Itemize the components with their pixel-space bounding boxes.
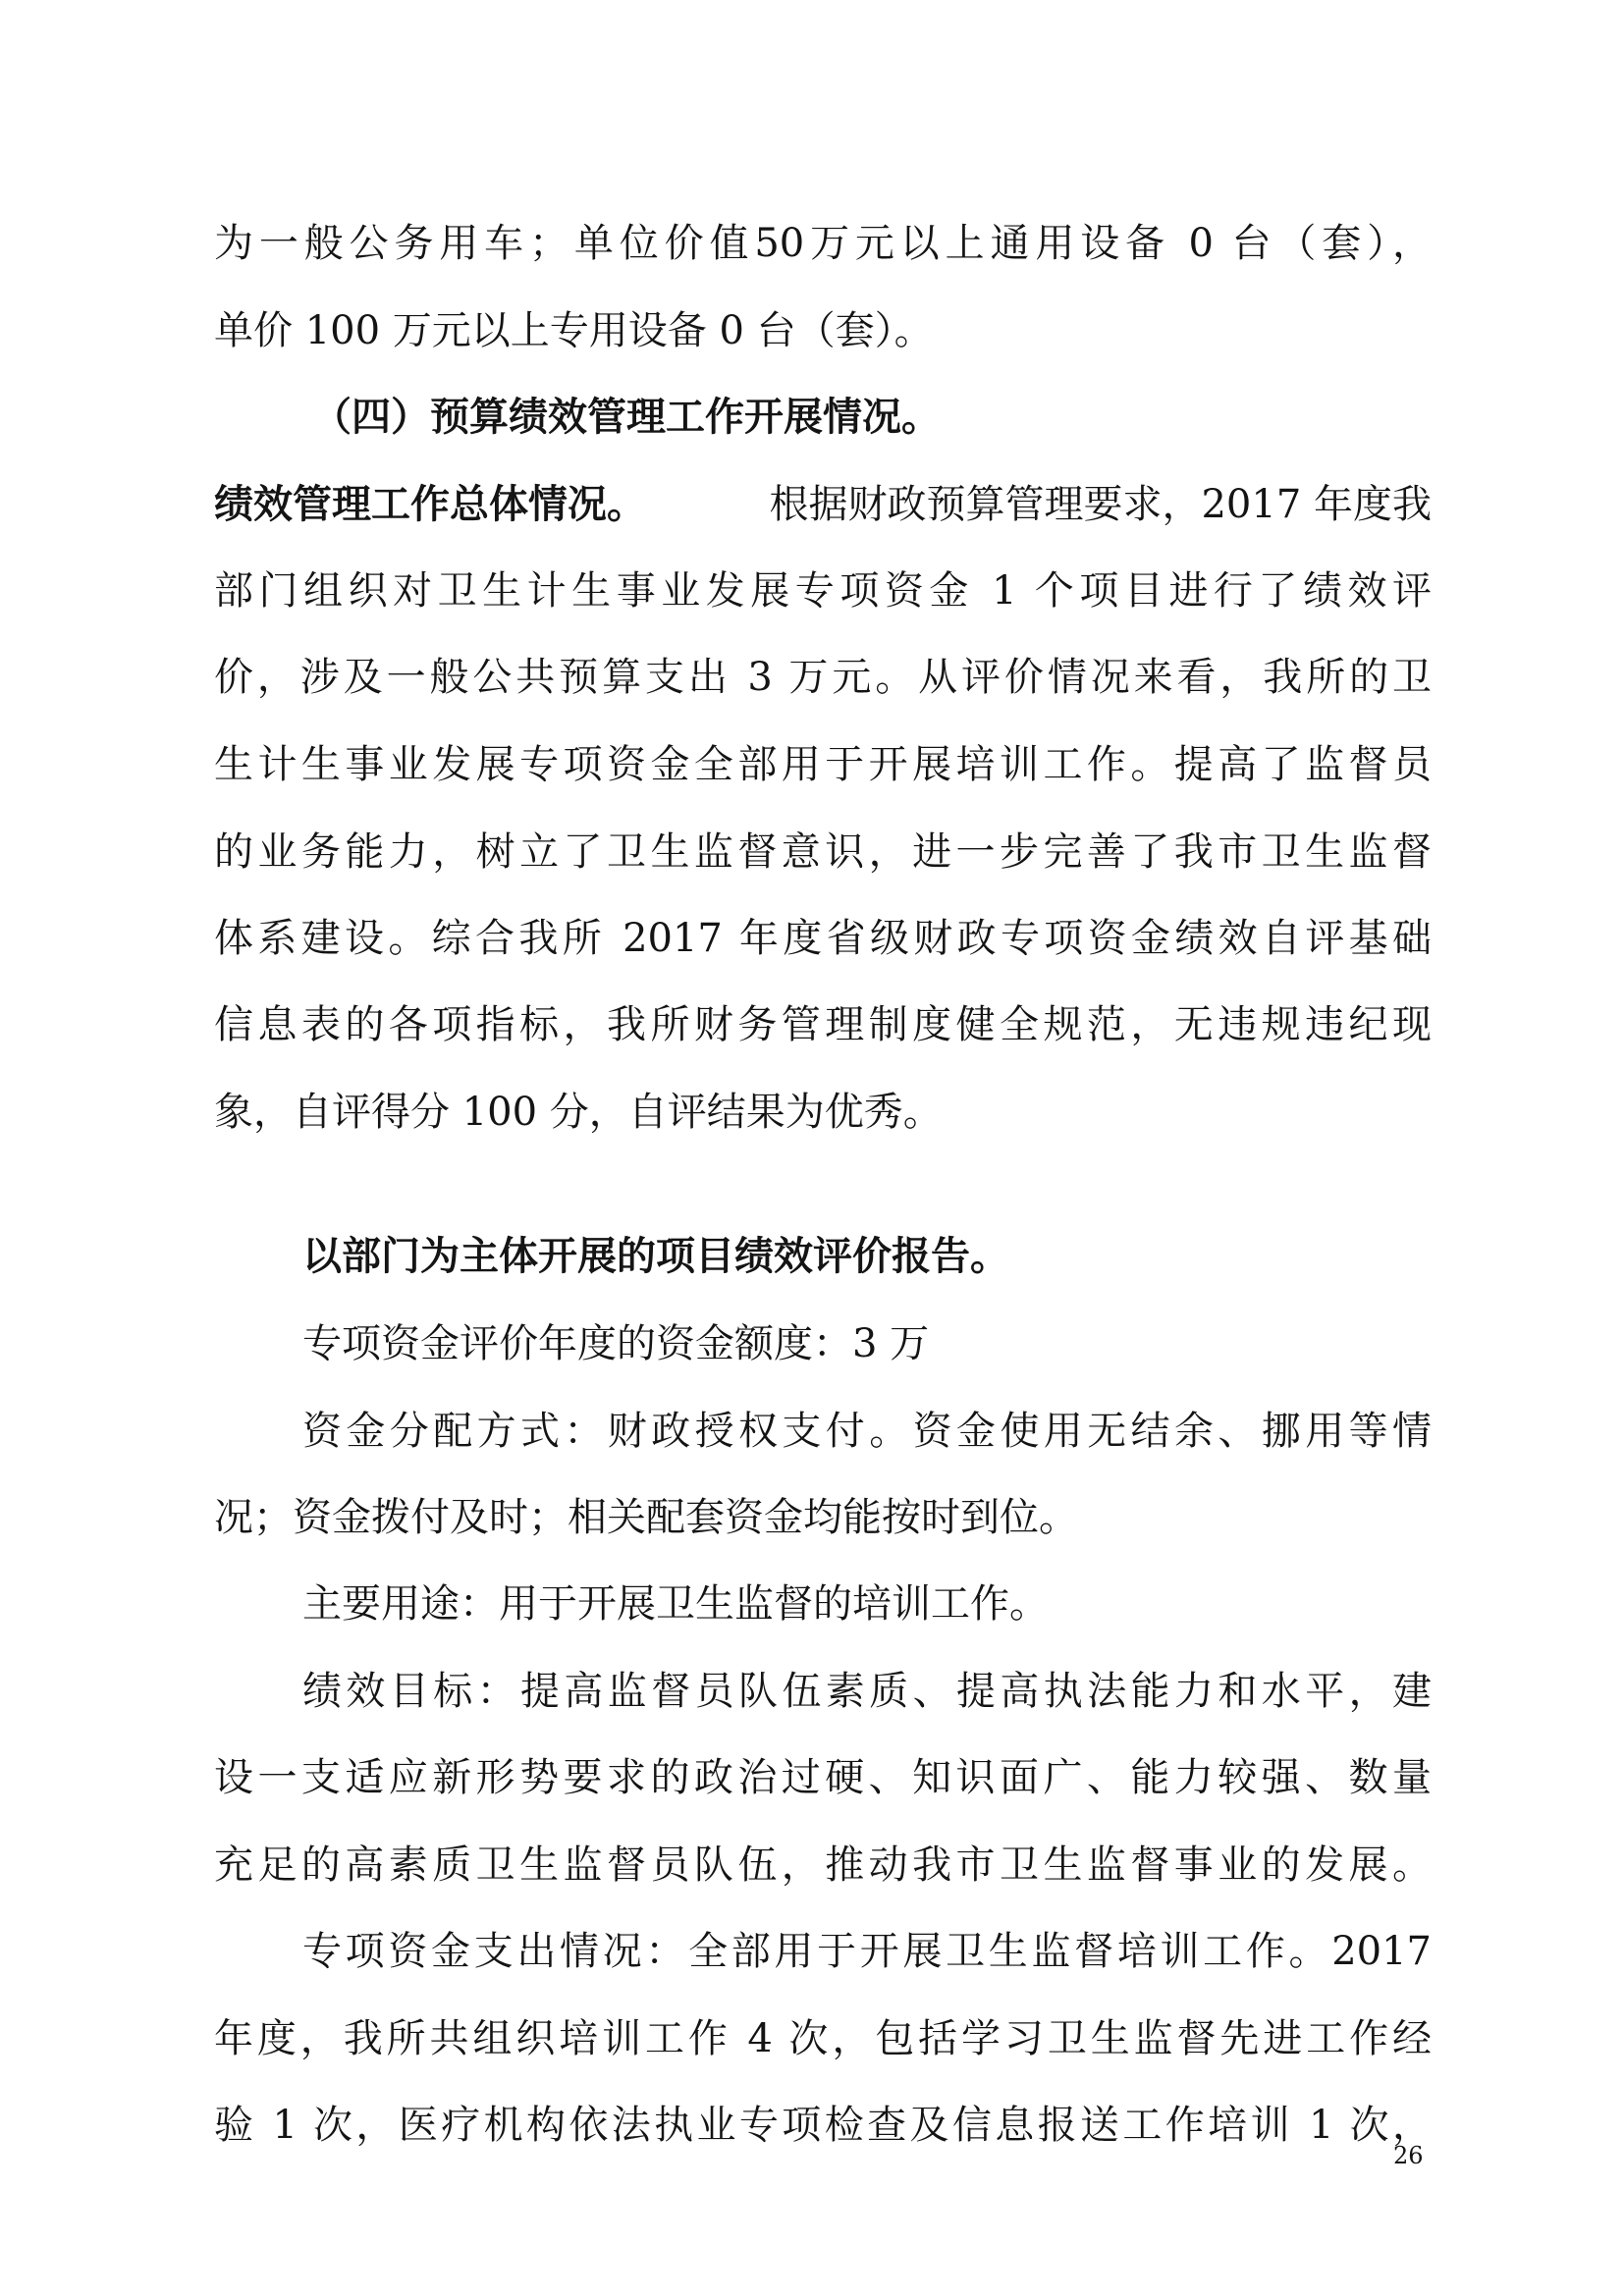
text-line: 年度，我所共组织培训工作 4 次，包括学习卫生监督先进工作经 [214, 2016, 1432, 2061]
text-line [214, 481, 1432, 527]
text-line: 价，涉及一般公共预算支出 3 万元。从评价情况来看，我所的卫 [214, 655, 1432, 700]
text-line: 专项资金支出情况：全部用于开展卫生监督培训工作。2017 [302, 1929, 1432, 1974]
text-line: 生计生事业发展专项资金全部用于开展培训工作。提高了监督员 [214, 742, 1432, 787]
text-line: 信息表的各项指标，我所财务管理制度健全规范，无违规违纪现 [214, 1002, 1432, 1047]
text-line: 专项资金评价年度的资金额度：3 万 [302, 1321, 930, 1366]
text-line: 资金分配方式：财政授权支付。资金使用无结余、挪用等情 [302, 1409, 1432, 1454]
section-heading: （四）预算绩效管理工作开展情况。 [312, 394, 941, 440]
text-line: 绩效目标：提高监督员队伍素质、提高执法能力和水平，建 [302, 1669, 1432, 1714]
inline-heading: 绩效管理工作总体情况。 [214, 481, 646, 527]
text-line: 验 1 次，医疗机构依法执业专项检查及信息报送工作培训 1 次， [214, 2103, 1432, 2148]
text-line: 况；资金拨付及时；相关配套资金均能按时到位。 [214, 1495, 1078, 1540]
text-line: 的业务能力，树立了卫生监督意识，进一步完善了我市卫生监督 [214, 829, 1432, 875]
page-number: 26 [1393, 2142, 1424, 2169]
section-heading: 以部门为主体开展的项目绩效评价报告。 [302, 1233, 1009, 1279]
text-line: 主要用途：用于开展卫生监督的培训工作。 [302, 1581, 1049, 1627]
text-line: 充足的高素质卫生监督员队伍，推动我市卫生监督事业的发展。 [214, 1842, 1432, 1888]
text-line: 为一般公务用车；单位价值50万元以上通用设备 0 台（套）， [214, 221, 1432, 266]
inline-text: 根据财政预算管理要求，2017 年度我 [769, 482, 1432, 527]
text-line: 单价 100 万元以上专用设备 0 台（套）。 [214, 308, 934, 353]
text-line: 体系建设。综合我所 2017 年度省级财政专项资金绩效自评基础 [214, 916, 1432, 961]
text-line: 部门组织对卫生计生事业发展专项资金 1 个项目进行了绩效评 [214, 568, 1432, 614]
text-line: 设一支适应新形势要求的政治过硬、知识面广、能力较强、数量 [214, 1755, 1432, 1800]
text-line: 象，自评得分 100 分，自评结果为优秀。 [214, 1090, 943, 1135]
